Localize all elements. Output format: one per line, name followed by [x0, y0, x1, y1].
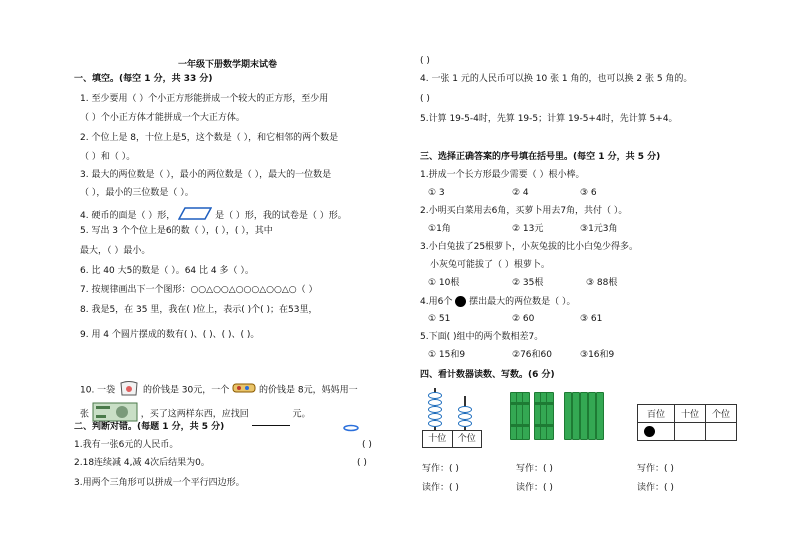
- ring-icon: [343, 417, 359, 436]
- choice4-option-2[interactable]: ② 60: [512, 314, 535, 324]
- choice5-option-2[interactable]: ②76和60: [512, 350, 552, 360]
- abacus-base-labels: [422, 430, 482, 448]
- choice5-option-3[interactable]: ③16和9: [580, 350, 615, 360]
- q4-line: [80, 207, 347, 224]
- q10-answer-blank[interactable]: [252, 416, 290, 426]
- q2-line2: （ ）和（ ）。: [80, 152, 136, 162]
- abacus: [422, 388, 482, 446]
- page-title: 一年级下册数学期末试卷: [178, 60, 278, 70]
- write-field-3[interactable]: 写作：( ): [637, 464, 674, 474]
- section2-heading: 二、判断对错。(每题 1 分，共 5 分): [74, 422, 225, 432]
- q1-line2: （ ）个小正方体才能拼成一个大正方体。: [80, 113, 245, 123]
- choice3-question-line1: 3.小白兔拔了25根萝卜，小灰兔拔的比小白兔少得多。: [420, 242, 639, 252]
- q10-text-f: 元。: [292, 409, 311, 420]
- q6-line: 6. 比 40 大5的数是（ ）。64 比 4 多（ ）。: [80, 266, 254, 276]
- stick: [546, 392, 554, 440]
- choice2-question: 2.小明买白菜用去6角，买萝卜用去7角，共付（ ）。: [420, 206, 628, 216]
- abacus-bead: [458, 420, 472, 427]
- q10-text-b: 的价钱是 30元，一个: [142, 385, 230, 396]
- choice3-option-3[interactable]: ③ 88根: [586, 278, 618, 288]
- choice1-question: 1.拼成一个长方形最少需要（ ）根小棒。: [420, 170, 585, 180]
- abacus-bead: [428, 413, 442, 420]
- read-field-2[interactable]: 读作：( ): [516, 483, 553, 493]
- choice3-option-2[interactable]: ② 35根: [512, 278, 544, 288]
- stick: [580, 392, 588, 440]
- q10-text-a: 10. 一袋: [80, 385, 116, 396]
- stick: [522, 392, 530, 440]
- pv-header-hundreds: 百位: [638, 405, 675, 423]
- choice4-option-3[interactable]: ③ 61: [580, 314, 603, 324]
- abacus-bead: [428, 399, 442, 406]
- black-dot-icon: [644, 426, 655, 437]
- stick: [596, 392, 604, 440]
- choice4-option-1[interactable]: ① 51: [428, 314, 451, 324]
- q2-line1: 2. 个位上是 8，十位上是5，这个数是（ ），和它相邻的两个数是: [80, 133, 339, 143]
- section3-heading: 三、选择正确答案的序号填在括号里。(每空 1 分，共 5 分): [420, 152, 661, 162]
- toy-icon: [232, 382, 256, 398]
- q4-text-a: 4. 硬币的面是（ ）形，: [80, 211, 176, 221]
- pv-header-ones: 个位: [706, 405, 737, 423]
- choice2-option-3[interactable]: ③1元3角: [580, 224, 618, 234]
- abacus-bead: [428, 420, 442, 427]
- q9-line: 9. 用 4 个圆片摆成的数有( )、( )、( )、( )。: [80, 330, 260, 340]
- place-value-table: [637, 404, 737, 441]
- choice1-option-1[interactable]: ① 3: [428, 188, 445, 198]
- judge3-paren[interactable]: ( ): [420, 56, 430, 66]
- choice5-question: 5.下面( )组中的两个数相差7。: [420, 332, 544, 342]
- judge5-text: 5.计算 19-5-4时，先算 19-5；计算 19-5+4时，先计算 5+4。: [420, 114, 678, 124]
- judge1-paren[interactable]: ( ): [362, 440, 372, 450]
- choice1-option-3[interactable]: ③ 6: [580, 188, 597, 198]
- judge2-text: 2.18连续减 4,减 4次后结果为0。: [74, 458, 210, 468]
- section4-heading: 四、看计数器读数、写数。(6 分): [420, 370, 555, 380]
- choice3-question-line2: 小灰兔可能拔了（ ）根萝卜。: [430, 260, 550, 270]
- q10-text-e: ，买了这两样东西，应找回: [140, 409, 249, 420]
- judge3-text: 3.用两个三角形可以拼成一个平行四边形。: [74, 478, 245, 488]
- q3-line2: （ ），最小的三位数是（ ）。: [80, 188, 194, 198]
- q3-line1: 3. 最大的两位数是（ ），最小的两位数是（ ），最大的一位数是: [80, 170, 332, 180]
- choice4-text-a: 4.用6个: [420, 297, 453, 307]
- abacus-bead: [458, 413, 472, 420]
- stick: [564, 392, 572, 440]
- q10-text-d: 张: [80, 409, 90, 420]
- q7-line: 7. 按规律画出下一个图形：○○△○○△○○○△○○△○（ ）: [80, 285, 318, 295]
- choice3-option-1[interactable]: ① 10根: [428, 278, 460, 288]
- stick: [588, 392, 596, 440]
- choice2-option-2[interactable]: ② 13元: [512, 224, 544, 234]
- q8-line: 8. 我是5，在 35 里，我在( )位上，表示( )个( )；在53里，: [80, 305, 318, 315]
- abacus-label-ones: 个位: [457, 434, 476, 444]
- q10-line1: [80, 380, 358, 400]
- choice1-option-2[interactable]: ② 4: [512, 188, 529, 198]
- abacus-bead: [428, 406, 442, 413]
- judge2-paren[interactable]: ( ): [357, 458, 367, 468]
- choice4-text-b: 摆出最大的两位数是（ ）。: [469, 297, 576, 307]
- stick-bundles: [510, 392, 610, 442]
- write-field-1[interactable]: 写作：( ): [422, 464, 459, 474]
- choice2-option-1[interactable]: ①1角: [428, 224, 451, 234]
- judge4-text: 4. 一张 1 元的人民币可以换 10 张 1 角的，也可以换 2 张 5 角的。: [420, 74, 693, 84]
- abacus-bead: [428, 392, 442, 399]
- choice4-question: [420, 296, 575, 308]
- bundle-band: [510, 402, 530, 405]
- judge1-text: 1.我有一张6元的人民币。: [74, 440, 179, 450]
- choice5-option-1[interactable]: ① 15和9: [428, 350, 466, 360]
- pv-cell-ones: [706, 423, 737, 441]
- read-field-3[interactable]: 读作：( ): [637, 483, 674, 493]
- section1-heading: 一、填空。(每空 1 分，共 33 分): [74, 74, 213, 84]
- snack-bag-icon: [118, 380, 140, 400]
- read-field-1[interactable]: 读作：( ): [422, 483, 459, 493]
- bundle-band: [534, 424, 554, 427]
- bundle-band: [510, 424, 530, 427]
- pv-cell-tens: [675, 423, 706, 441]
- parallelogram-icon: [178, 207, 212, 224]
- write-field-2[interactable]: 写作：( ): [516, 464, 553, 474]
- q5-line2: 最大，（ ）最小。: [80, 246, 151, 256]
- abacus-bead: [458, 406, 472, 413]
- q10-text-c: 的价钱是 8元，妈妈用一: [259, 385, 358, 396]
- q5-line1: 5. 写出 3 个个位上是6的数（ ），( ），( ），其中: [80, 226, 273, 236]
- abacus-label-tens: 十位: [423, 431, 453, 447]
- pv-cell-hundreds: [638, 423, 675, 441]
- judge4-paren[interactable]: ( ): [420, 94, 430, 104]
- stick: [572, 392, 580, 440]
- q4-text-b: 是（ ）形，我的试卷是（ ）形。: [215, 211, 347, 221]
- black-dot-icon: [455, 296, 466, 307]
- pv-header-tens: 十位: [675, 405, 706, 423]
- q1-line1: 1. 至少要用（ ）个小正方形能拼成一个较大的正方形，至少用: [80, 94, 329, 104]
- bundle-band: [534, 402, 554, 405]
